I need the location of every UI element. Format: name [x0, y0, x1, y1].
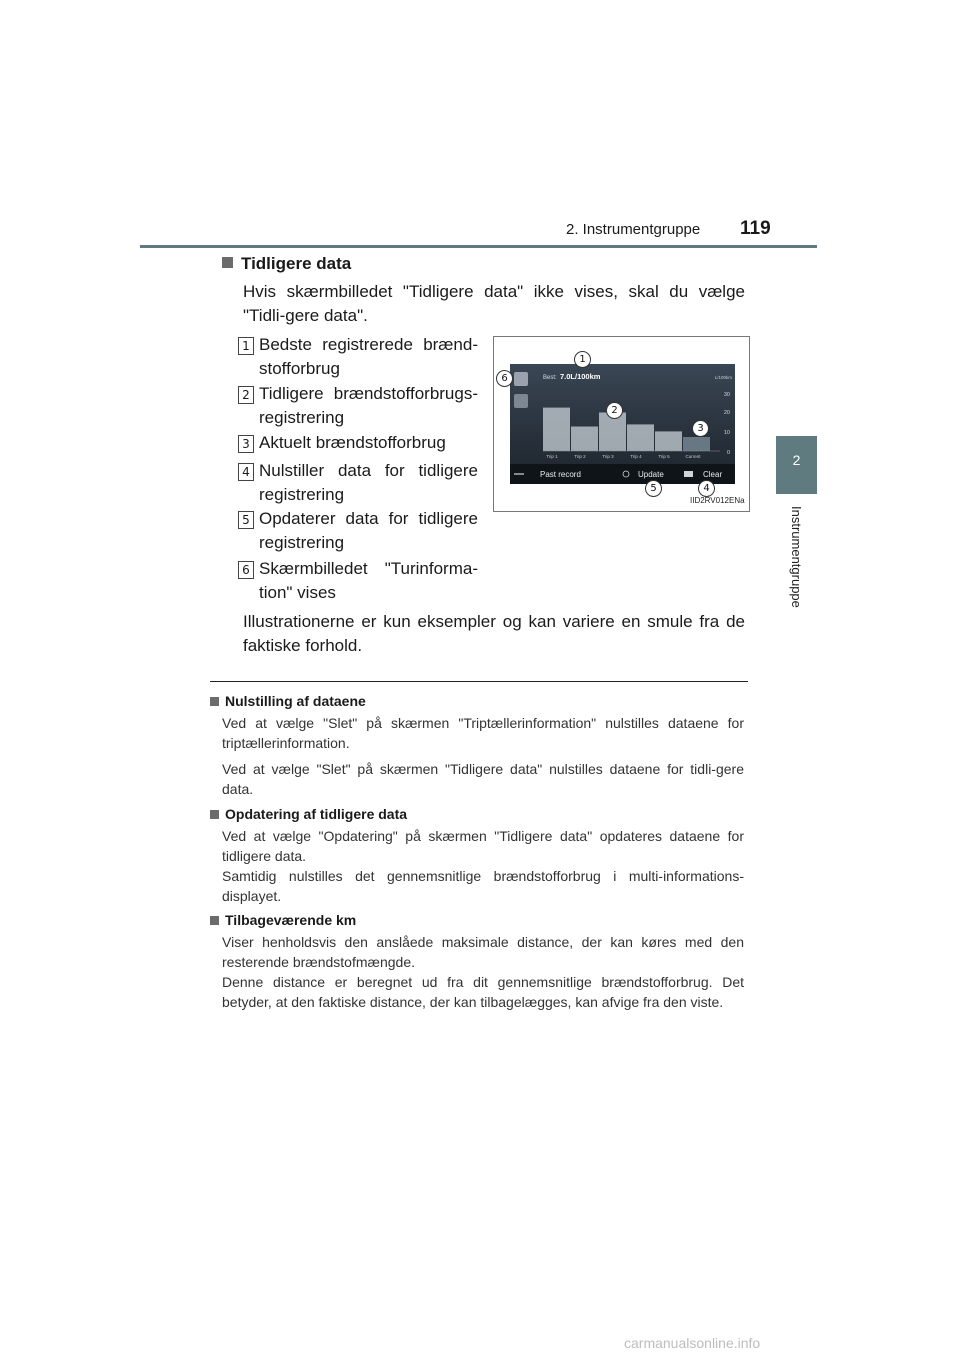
callout-2: 2 — [606, 402, 623, 419]
note-body — [222, 932, 744, 1012]
section-title — [222, 254, 351, 274]
callout-4: 4 — [698, 480, 715, 497]
item-number-badge: 3 — [238, 435, 254, 453]
bullet-square-icon — [210, 697, 219, 706]
fuel-icon[interactable] — [514, 394, 528, 408]
note-body — [222, 759, 744, 799]
note-paragraph: Ved at vælge "Slet" på skærmen "Tidligere data" nulstilles dataene for tidli-gere data. — [222, 761, 744, 797]
trip-label: Trip 4 — [630, 454, 642, 459]
list-item — [238, 557, 478, 605]
note-title — [210, 912, 356, 928]
note-title-text: Nulstilling af dataene — [225, 693, 366, 709]
y-tick: 10 — [723, 430, 730, 436]
trip-bar — [627, 424, 654, 451]
item-text: Skærmbilledet "Turinforma-tion" vises — [259, 559, 478, 602]
best-value: 7.0L/100km — [560, 372, 601, 381]
watermark: carmanualsonline.info — [624, 1335, 761, 1351]
item-number-badge: 4 — [238, 463, 254, 481]
chapter-tab-number: 2 — [792, 452, 801, 468]
list-item — [238, 333, 478, 381]
list-item — [238, 459, 478, 507]
note-body — [222, 826, 744, 906]
clear-button[interactable]: Clear — [703, 470, 723, 479]
header-rule — [140, 245, 817, 248]
list-item — [238, 507, 478, 555]
callout-1: 1 — [574, 351, 591, 368]
item-number-badge: 2 — [238, 386, 254, 404]
note-title — [210, 693, 366, 709]
update-button[interactable]: Update — [638, 470, 664, 479]
clear-icon[interactable] — [684, 471, 693, 477]
chapter-tab-label — [784, 506, 804, 626]
item-number-badge: 6 — [238, 561, 254, 579]
trip-bar — [683, 437, 710, 451]
trip-label: Trip 3 — [602, 454, 614, 459]
trip-label: Trip 5 — [658, 454, 670, 459]
trip-label: Current — [685, 454, 701, 459]
item-text: Opdaterer data for tidligere registrering — [259, 509, 478, 552]
past-record-button[interactable]: Past record — [540, 470, 581, 479]
section-intro: Hvis skærmbilledet "Tidligere data" ikke vises, skal du vælge "Tidli-gere data". — [243, 282, 745, 325]
trip-bar — [571, 427, 598, 452]
bullet-square-icon — [222, 257, 233, 268]
trip-info-icon[interactable] — [514, 372, 528, 386]
item-text: Tidligere brændstofforbrugs-registrering — [259, 384, 478, 427]
bullet-square-icon — [210, 810, 219, 819]
item-text: Aktuelt brændstofforbrug — [259, 433, 446, 452]
unit-label: L/100km — [714, 375, 732, 380]
bullet-square-icon — [210, 916, 219, 925]
trip-label: Trip 2 — [574, 454, 586, 459]
note-paragraph: Viser henholdsvis den anslåede maksimale distance, der kan køres med den resterende brændstofmængde. — [222, 934, 744, 970]
item-text: Bedste registrerede brænd-stofforbrug — [259, 335, 478, 378]
y-tick: 30 — [723, 392, 730, 398]
y-tick: 20 — [723, 410, 730, 416]
callout-5: 5 — [645, 480, 662, 497]
trip-label: Trip 1 — [546, 454, 558, 459]
chapter-tab-label-text: Instrumentgruppe — [789, 506, 804, 608]
section-title-text: Tidligere data — [241, 254, 352, 273]
section-outro: Illustrationerne er kun eksempler og kan variere en smule fra de faktiske forhold. — [243, 612, 745, 655]
note-paragraph: Samtidig nulstilles det gennemsnitlige brændstofforbrug i multi-informations-displayet. — [222, 868, 744, 904]
callout-3: 3 — [692, 420, 709, 437]
y-tick: 0 — [726, 450, 730, 456]
best-label: Best: — [543, 375, 557, 381]
note-body — [222, 713, 744, 753]
note-title-text: Opdatering af tidligere data — [225, 806, 408, 822]
note-paragraph: Ved at vælge "Slet" på skærmen "Triptællerinformation" nulstilles dataene for triptællerinformation. — [222, 715, 744, 751]
note-title-text: Tilbageværende km — [225, 912, 357, 928]
note-paragraph: Ved at vælge "Opdatering" på skærmen "Tidligere data" opdateres dataene for tidligere data. — [222, 828, 744, 864]
note-paragraph: Denne distance er beregnet ud fra dit gennemsnitlige brændstofforbrug. Det betyder, at den faktiske distance, der kan tilbagelægges, kan afvige fra den viste. — [222, 974, 744, 1010]
callout-6: 6 — [496, 370, 513, 387]
list-item — [238, 382, 478, 430]
trip-bar — [543, 408, 570, 451]
item-text: Nulstiller data for tidligere registrering — [259, 461, 478, 504]
note-title — [210, 806, 407, 822]
item-number-badge: 5 — [238, 511, 254, 529]
trip-bar — [655, 431, 682, 451]
item-number-badge: 1 — [238, 337, 254, 355]
running-header-section: 2. Instrumentgruppe — [566, 221, 701, 238]
list-item — [238, 431, 478, 455]
figure-code: IID2RV012ENa — [690, 496, 745, 505]
section-divider — [210, 681, 748, 682]
page-number: 119 — [740, 218, 771, 239]
